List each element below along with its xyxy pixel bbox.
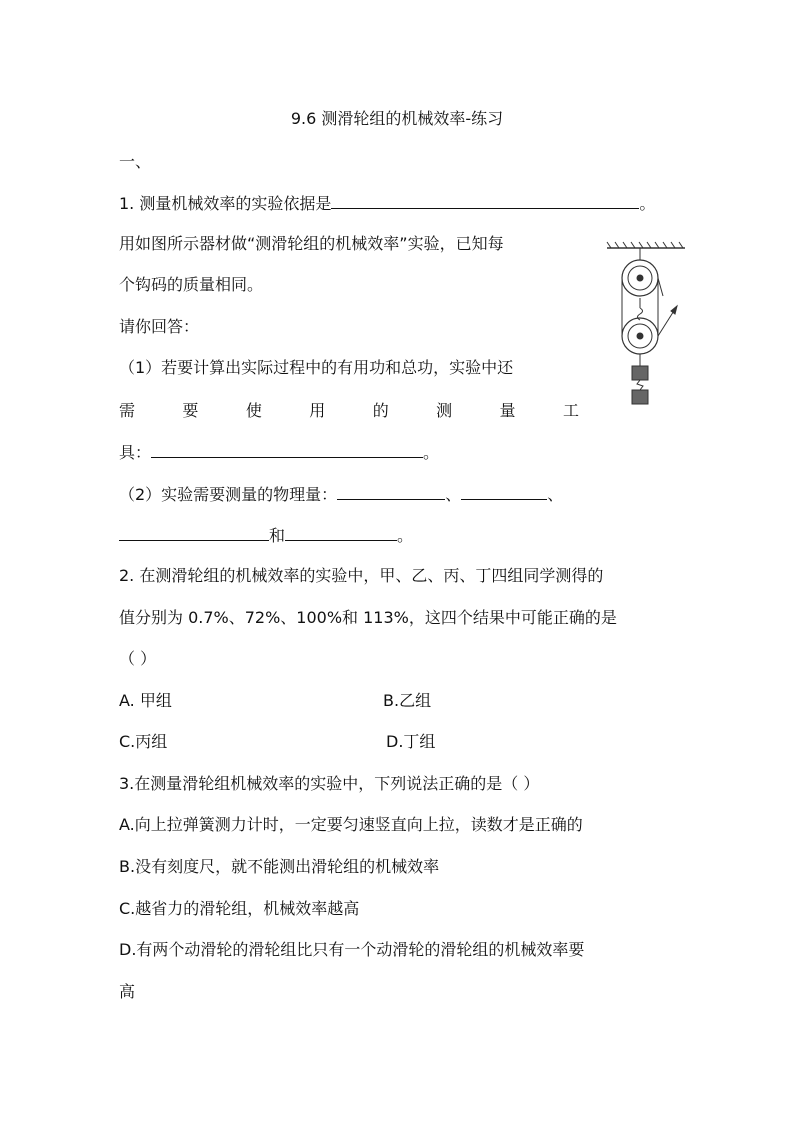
q1-sub2-line2 <box>119 524 413 546</box>
q2-option-b[interactable]: B.乙组 <box>383 691 432 710</box>
q2-line1: 2. 在测滑轮组的机械效率的实验中，甲、乙、丙、丁四组同学测得的 <box>119 566 604 585</box>
spread-char: 量 <box>499 401 516 420</box>
page-title: 9.6 测滑轮组的机械效率-练习 <box>290 109 504 128</box>
q1-sub1-line1: （1）若要计算出实际过程中的有用功和总功，实验中还 <box>119 358 514 377</box>
q2-option-a[interactable]: A. 甲组 <box>119 691 172 710</box>
separator: 、 <box>547 485 564 504</box>
q1-answer-blank[interactable] <box>331 192 639 209</box>
spread-char: 工 <box>562 401 579 420</box>
and-word: 和 <box>269 526 286 545</box>
q3-option-b[interactable]: B.没有刻度尺，就不能测出滑轮组的机械效率 <box>119 857 440 876</box>
q1-quantity-blank-1[interactable] <box>337 483 445 500</box>
q1-quantity-blank-4[interactable] <box>285 524 397 541</box>
q2-paren: （ ） <box>119 649 157 668</box>
section-heading: 一、 <box>119 152 152 171</box>
q1-line4: 请你回答： <box>119 317 200 336</box>
q1-sub1-end: 。 <box>423 443 440 462</box>
q3-option-c[interactable]: C.越省力的滑轮组，机械效率越高 <box>119 899 360 918</box>
q1-sub1-label: 具： <box>119 443 152 462</box>
q3-option-d[interactable]: D.有两个动滑轮的滑轮组比只有一个动滑轮的滑轮组的机械效率要 <box>119 940 585 959</box>
q1-prompt: 1. 测量机械效率的实验依据是 <box>119 194 332 213</box>
q3-option-d-cont: 高 <box>119 982 136 1001</box>
q1-sub1-line2 <box>119 398 579 421</box>
q1-sub2-label: （2）实验需要测量的物理量： <box>119 485 338 504</box>
q1-sub1-line3 <box>119 441 439 463</box>
spread-char: 用 <box>309 401 326 420</box>
q2-option-d[interactable]: D.丁组 <box>386 732 436 751</box>
q1-line1 <box>119 192 655 214</box>
separator: 、 <box>445 485 462 504</box>
spread-char: 测 <box>436 401 453 420</box>
spread-char: 需 <box>119 401 136 420</box>
q1-quantity-blank-3[interactable] <box>119 524 269 541</box>
q3-line1: 3.在测量滑轮组机械效率的实验中，下列说法正确的是（ ） <box>119 774 540 793</box>
q1-line3: 个钩码的质量相同。 <box>119 275 264 294</box>
spread-char: 要 <box>182 401 199 420</box>
spread-char: 使 <box>245 401 262 420</box>
q2-option-c[interactable]: C.丙组 <box>119 732 168 751</box>
q1-quantity-blank-2[interactable] <box>461 483 547 500</box>
q1-sub2-end: 。 <box>397 526 414 545</box>
q3-option-a[interactable]: A.向上拉弹簧测力计时，一定要匀速竖直向上拉，读数才是正确的 <box>119 815 583 834</box>
q1-line1-end: 。 <box>639 194 656 213</box>
pulley-system-figure <box>605 238 690 413</box>
q1-line2: 用如图所示器材做“测滑轮组的机械效率”实验，已知每 <box>119 234 504 253</box>
q1-sub2-line1 <box>119 483 563 505</box>
q2-line2: 值分别为 0.7%、72%、100%和 113%，这四个结果中可能正确的是 <box>119 608 617 627</box>
spread-char: 的 <box>372 401 389 420</box>
q1-tool-blank[interactable] <box>151 441 423 458</box>
